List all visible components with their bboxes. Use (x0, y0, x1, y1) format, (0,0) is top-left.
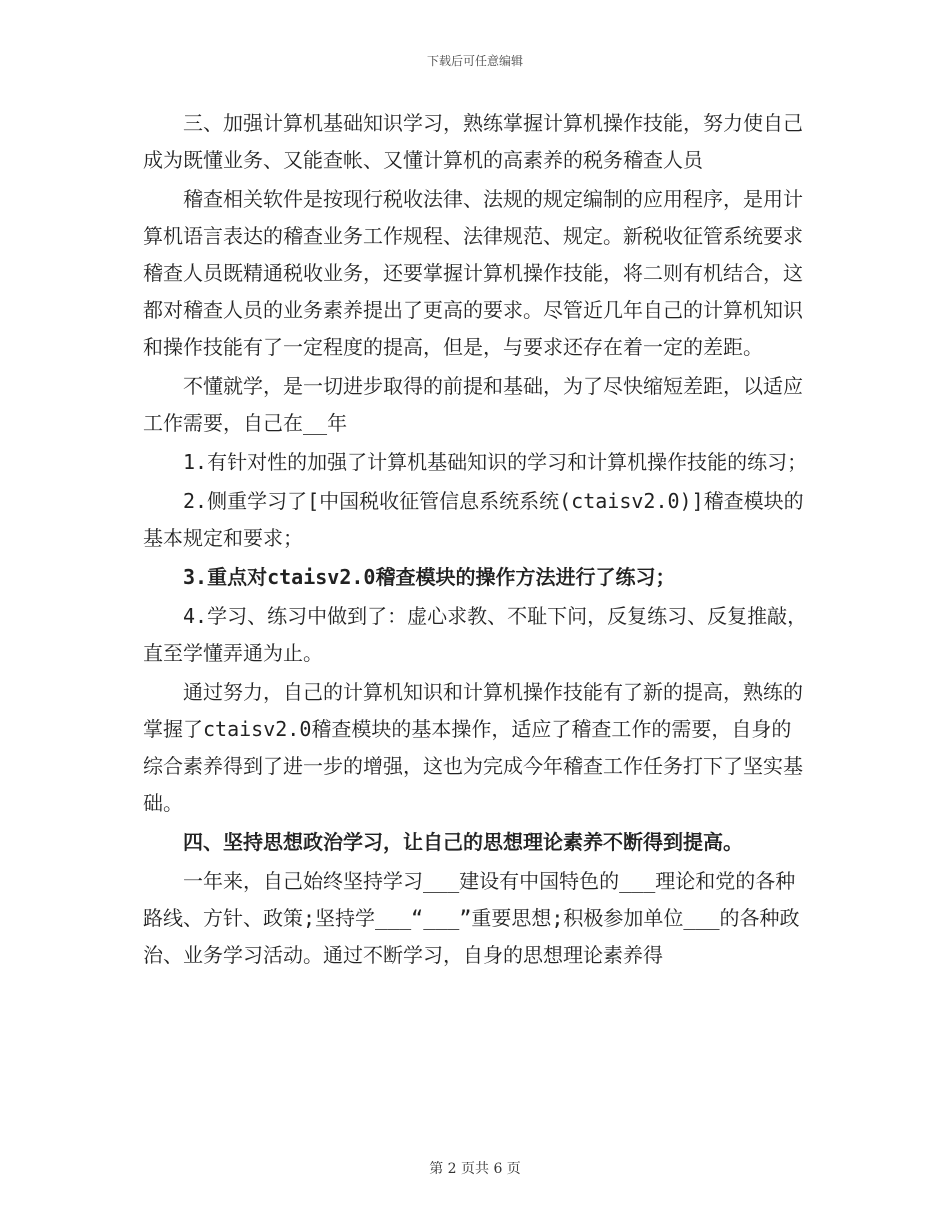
section-heading: 四、坚持思想政治学习，让自己的思想理论素养不断得到提高。 (183, 830, 743, 854)
paragraph-4: 通过努力，自己的计算机知识和计算机操作技能有了新的提高，熟练的掌握了ctaisv2.0稽查模块的基本操作，适应了稽查工作的需要，自身的综合素养得到了进一步的增强，这也为完成今年稽查工作任务打下了坚实基础。 (143, 680, 803, 815)
list-item-4: 4.学习、练习中做到了：虚心求教、不耻下问，反复练习、反复推敲，直至学懂弄通为止。 (143, 604, 808, 665)
list-item-3: 3.重点对ctaisv2.0稽查模块的操作方法进行了练习； (183, 565, 676, 589)
paragraph-1: 三、加强计算机基础知识学习，熟练掌握计算机操作技能，努力使自己成为既懂业务、又能查帐、又懂计算机的高素养的税务稽查人员 (143, 111, 803, 172)
page-header: 下载后可任意编辑 (426, 54, 523, 68)
list-item-2: 2.侧重学习了[中国税收征管信息系统系统(ctaisv2.0)]稽查模块的基本规定和要求； (143, 489, 804, 550)
paragraph-3: 不懂就学，是一切进步取得的前提和基础，为了尽快缩短差距，以适应工作需要，自己在__年 (143, 374, 803, 435)
paragraph-5: 一年来，自己始终坚持学习___建设有中国特色的___理论和党的各种路线、方针、政策;坚持学___“___”重要思想;积极参加单位___的各种政治、业务学习活动。通过不断学习，自身的思想理论素养得 (143, 869, 800, 967)
paragraph-2: 稽查相关软件是按现行税收法律、法规的规定编制的应用程序，是用计算机语言表达的稽查业务工作规程、法律规范、规定。新税收征管系统要求稽查人员既精通税收业务，还要掌握计算机操作技能，将二则有机结合，这都对稽查人员的业务素养提出了更高的要求。尽管近几年自己的计算机知识和操作技能有了一定程度的提高，但是，与要求还存在着一定的差距。 (143, 187, 803, 359)
document-body (143, 105, 810, 976)
list-item-1: 1.有针对性的加强了计算机基础知识的学习和计算机操作技能的练习； (183, 450, 808, 474)
page-footer: 第 2 页共 6 页 (429, 1161, 521, 1177)
